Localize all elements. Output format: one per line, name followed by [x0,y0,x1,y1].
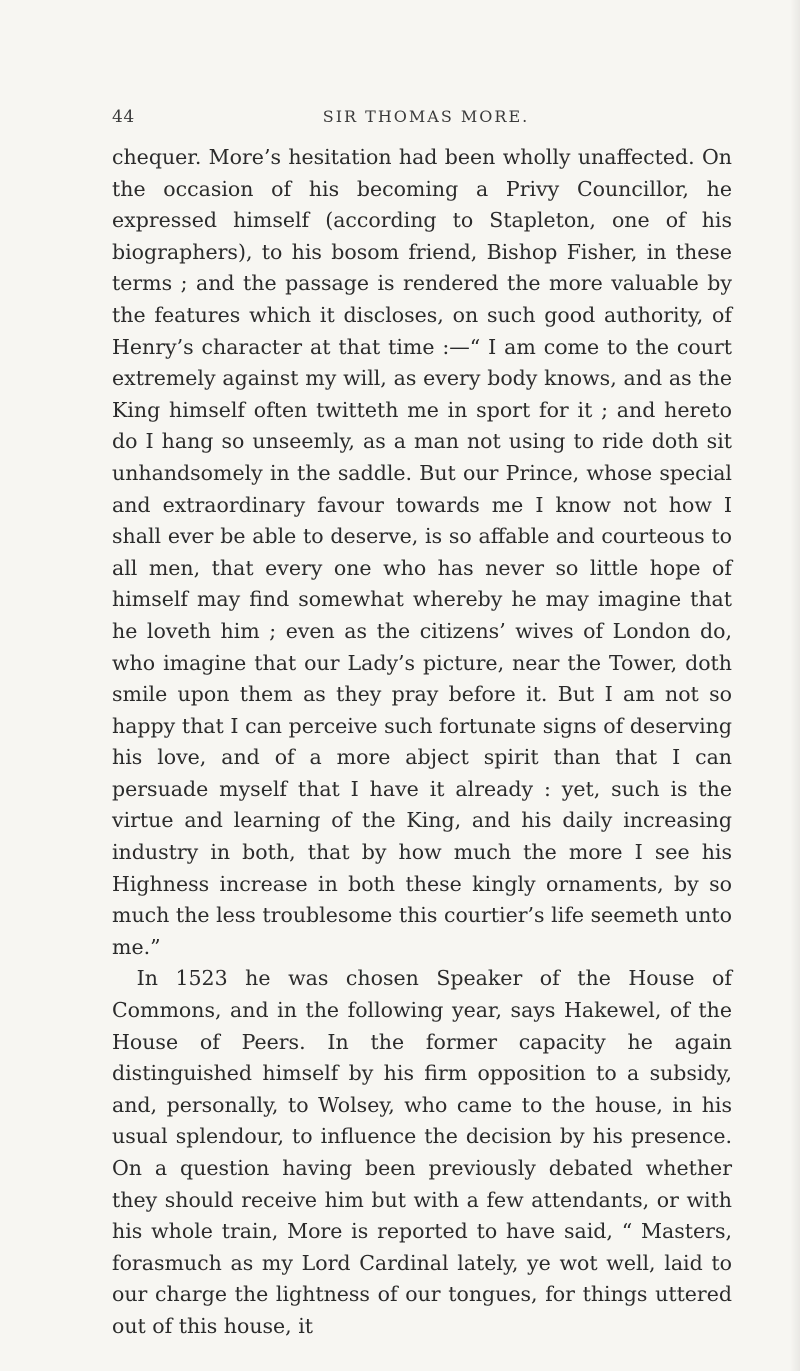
body-text [112,142,732,1343]
running-title: SIR THOMAS MORE. [322,107,530,126]
paragraph-1: chequer. More’s hesitation had been wholly unaffected. On the occasion of his becoming a Privy Councillor, he expressed himself (according to Stapleton, one of his biographers), to his bosom friend, Bishop Fisher, in these terms ; and the passage is rendered the more valuable by the features which it discloses, on such good authority, of Henry’s character at that time :—“ I am come to the court extremely against my will, as every body knows, and as the King himself often twitteth me in sport for it ; and hereto do I hang so unseemly, as a man not using to ride doth sit unhandsomely in the saddle. But our Prince, whose special and extraordinary favour towards me I know not how I shall ever be able to deserve, is so affable and courteous to all men, that every one who has never so little hope of himself may find somewhat whereby he may imagine that he loveth him ; even as the citizens’ wives of London do, who imagine that our Lady’s picture, near the Tower, doth smile upon them as they pray before it. But I am not so happy that I can perceive such fortunate signs of deserving his love, and of a more abject spirit than that I can persuade myself that I have it already : yet, such is the virtue and learning of the King, and his daily increasing industry in both, that by how much the more I see his Highness increase in both these kingly ornaments, by so much the less troublesome this courtier’s life seemeth unto me.” [112,145,732,959]
page-edge-shadow [790,0,800,1371]
page-header [112,107,740,137]
paragraph-2: In 1523 he was chosen Speaker of the House of Commons, and in the following year, says Hakewel, of the House of Peers. In the former capacity he again distinguished himself by his firm opposition to a subsidy, and, personally, to Wolsey, who came to the house, in his usual splendour, to influence the decision by his presence. On a question having been previously debated whether they should receive him but with a few attendants, or with his whole train, More is reported to have said, “ Masters, forasmuch as my Lord Cardinal lately, ye wot well, laid to our charge the lightness of our tongues, for things uttered out of this house, it [112,966,732,1338]
page-number: 44 [112,107,135,127]
